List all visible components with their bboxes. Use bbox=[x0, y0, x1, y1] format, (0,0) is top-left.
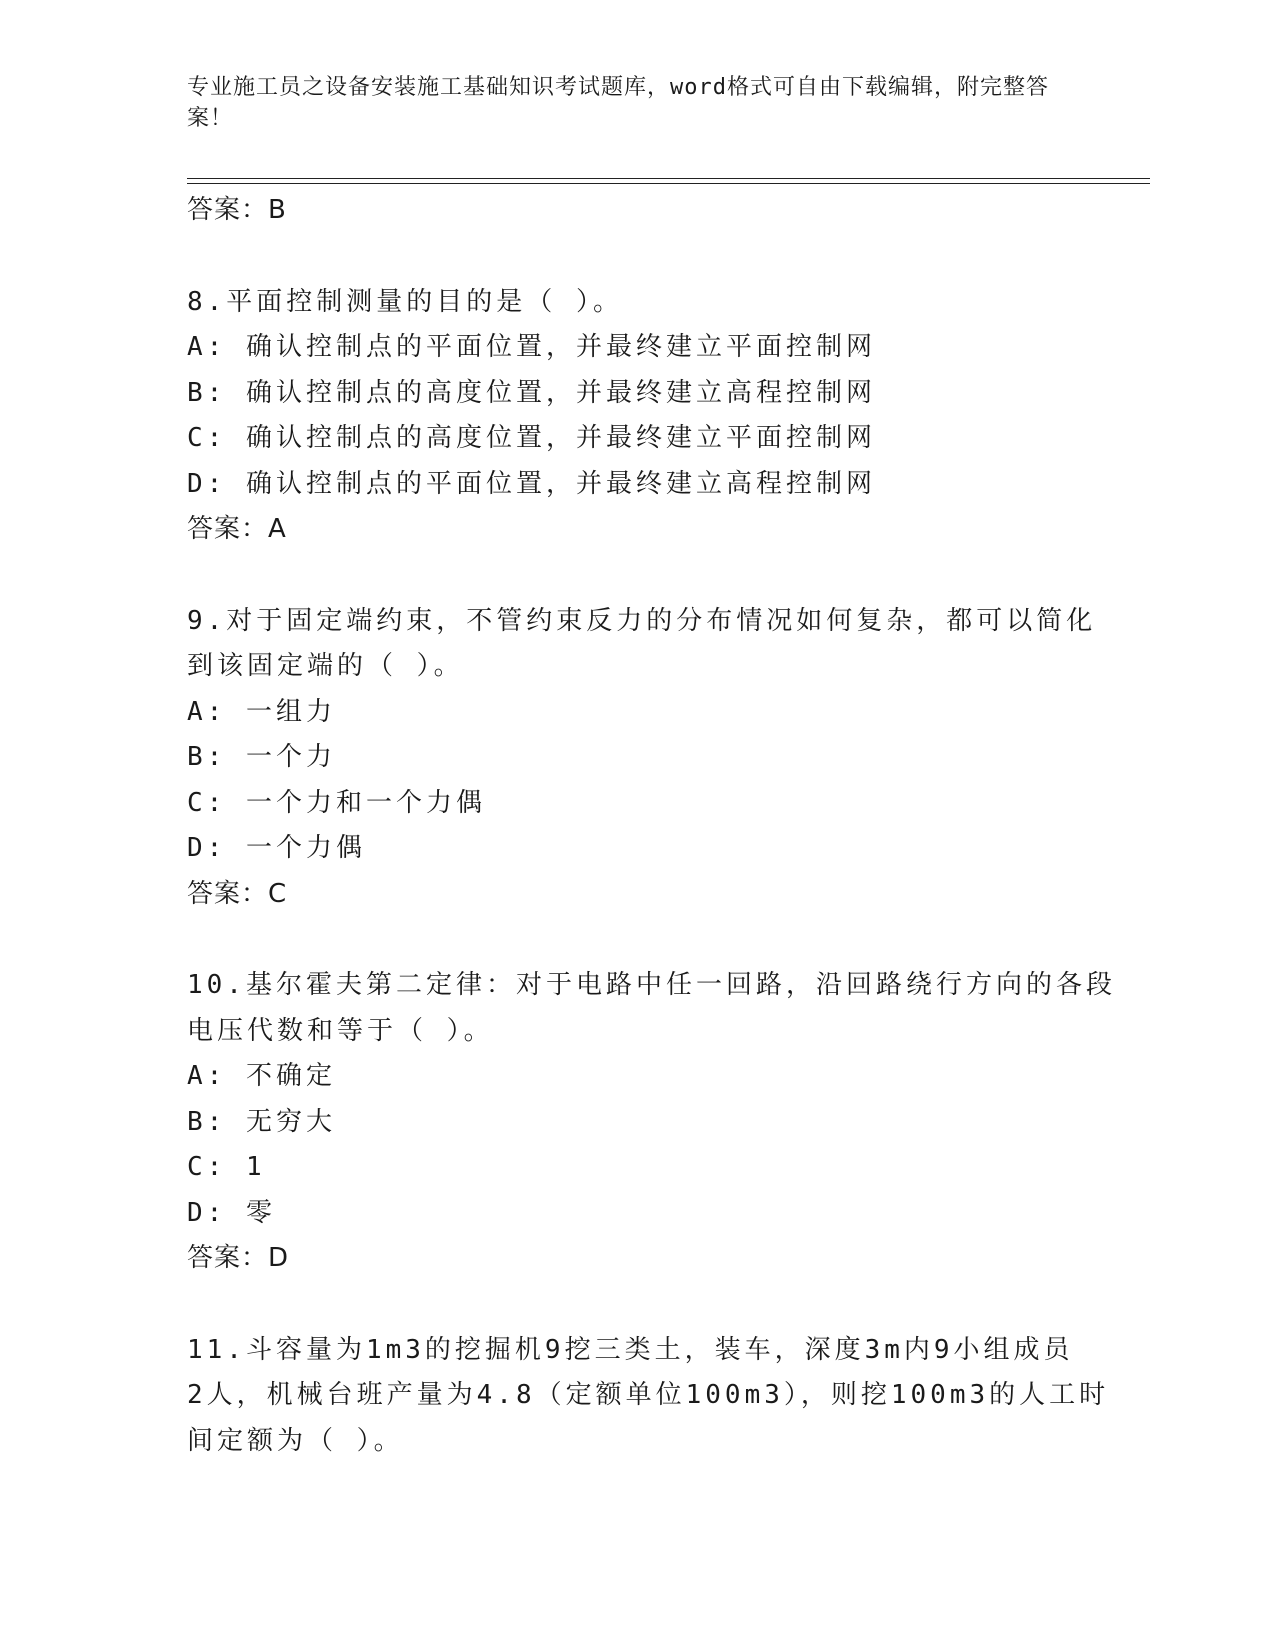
question-stem-line2: 到该固定端的（ ）。 bbox=[187, 651, 464, 681]
question-9 bbox=[187, 599, 1097, 918]
question-stem-line2: 电压代数和等于（ ）。 bbox=[187, 1015, 494, 1046]
question-stem-line1: 9.对于固定端约束，不管约束反力的分布情况如何复杂，都可以简化 bbox=[187, 605, 1097, 636]
answer: 答案：A bbox=[187, 514, 287, 544]
header-divider-bottom bbox=[187, 183, 1150, 184]
option-b: B: 一个力 bbox=[187, 742, 336, 772]
question-stem-line1: 11.斗容量为1m3的挖掘机9挖三类土，装车，深度3m内9小组成员 bbox=[187, 1334, 1074, 1365]
question-10 bbox=[187, 963, 1116, 1282]
option-a: A: 一组力 bbox=[187, 696, 336, 727]
answer: 答案：D bbox=[187, 1243, 290, 1273]
option-c: C: 1 bbox=[187, 1152, 266, 1182]
question-stem-line2: 2人，机械台班产量为4.8（定额单位100m3），则挖100m3的人工时 bbox=[187, 1380, 1110, 1410]
option-d: D: 确认控制点的平面位置，并最终建立高程控制网 bbox=[187, 468, 876, 499]
option-c: C: 一个力和一个力偶 bbox=[187, 787, 486, 818]
answer-prev: 答案：B bbox=[187, 195, 287, 225]
question-stem-line1: 10.基尔霍夫第二定律：对于电路中任一回路，沿回路绕行方向的各段 bbox=[187, 970, 1116, 1000]
option-d: D: 零 bbox=[187, 1197, 276, 1228]
question-stem-line3: 间定额为（ ）。 bbox=[187, 1425, 404, 1456]
question-11 bbox=[187, 1328, 1110, 1465]
option-c: C: 确认控制点的高度位置，并最终建立平面控制网 bbox=[187, 423, 876, 453]
answer: 答案：C bbox=[187, 878, 288, 909]
option-b: B: 确认控制点的高度位置，并最终建立高程控制网 bbox=[187, 377, 876, 408]
option-a: A: 不确定 bbox=[187, 1061, 336, 1091]
page-header: 专业施工员之设备安装施工基础知识考试题库，word格式可自由下载编辑，附完整答案！ bbox=[187, 75, 1049, 131]
option-d: D: 一个力偶 bbox=[187, 833, 366, 863]
option-b: B: 无穷大 bbox=[187, 1106, 336, 1137]
header-divider-top bbox=[187, 178, 1150, 179]
question-list bbox=[187, 188, 1116, 1464]
question-stem: 8.平面控制测量的目的是（ ）。 bbox=[187, 286, 623, 317]
option-a: A: 确认控制点的平面位置，并最终建立平面控制网 bbox=[187, 332, 876, 362]
question-8 bbox=[187, 280, 1087, 553]
